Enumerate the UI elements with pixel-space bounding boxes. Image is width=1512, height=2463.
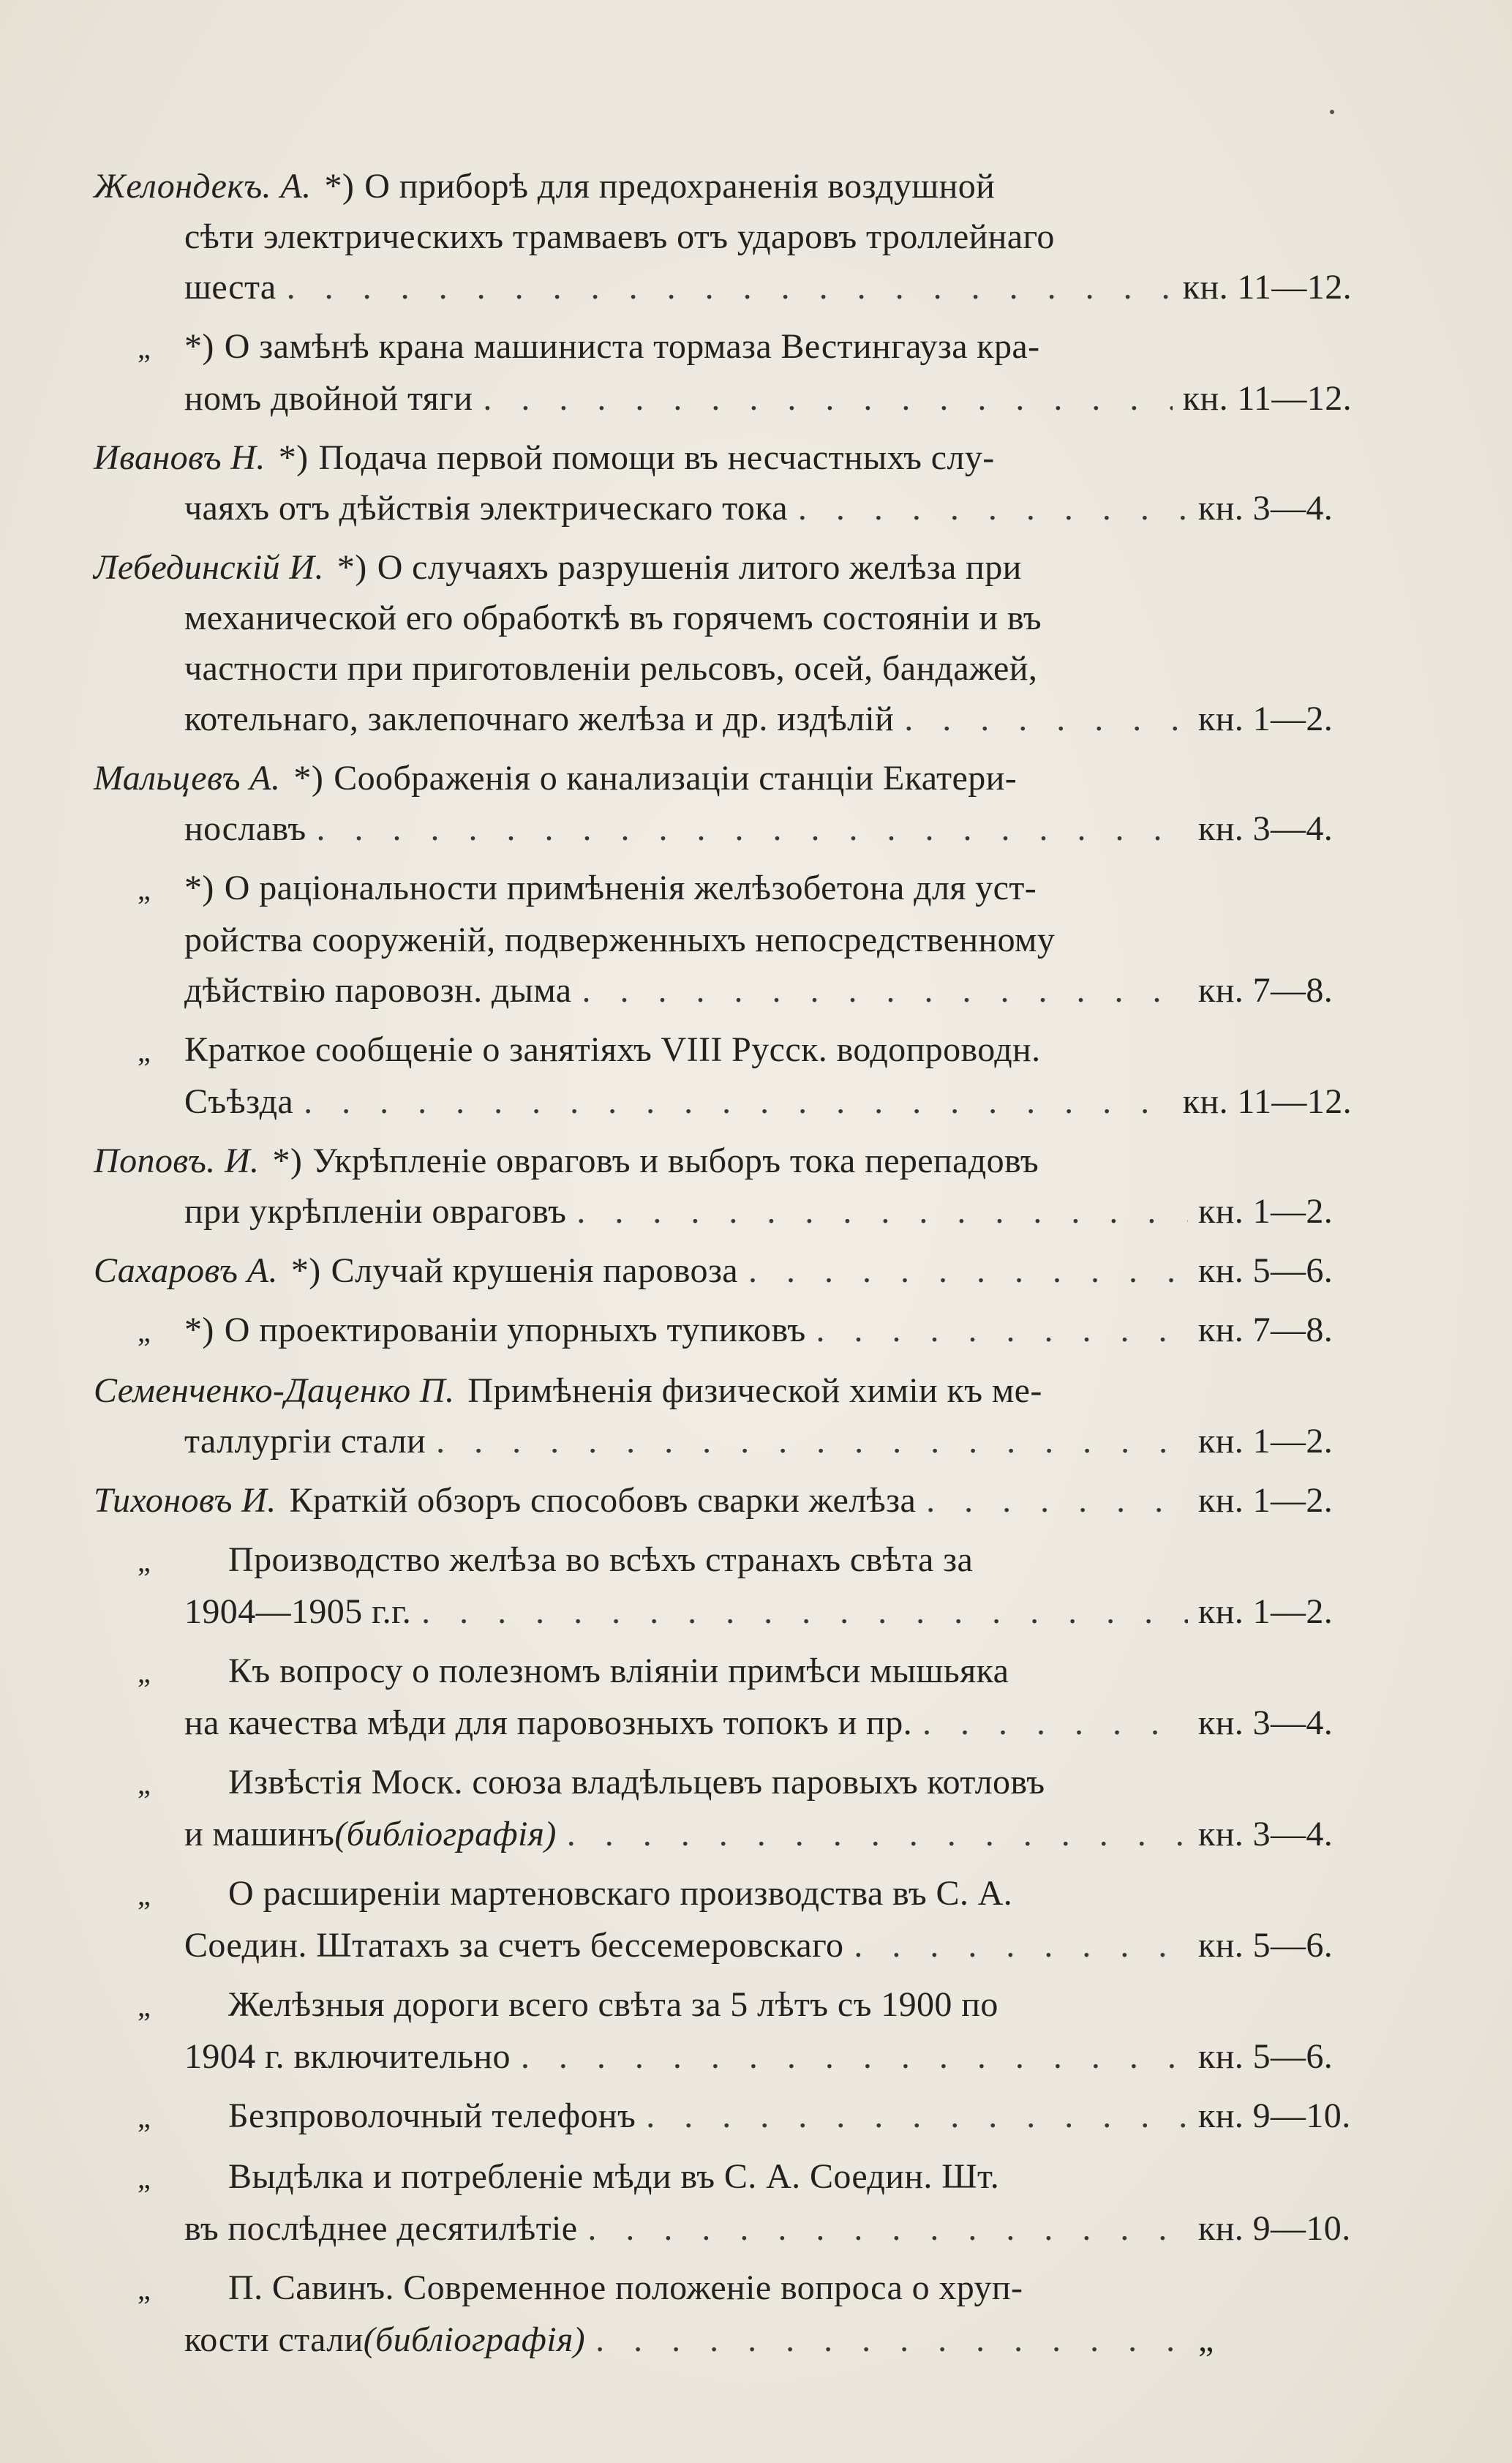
entry-line bbox=[94, 321, 1352, 373]
entry-line bbox=[94, 1979, 1352, 2031]
dot-leader bbox=[816, 1305, 1188, 1355]
dot-leader bbox=[854, 1920, 1188, 1971]
entry-text: на качества мѣди для паровозныхъ топокъ и пр. bbox=[184, 1703, 912, 1742]
entry-text: Выдѣлка и потребленіе мѣди въ С. А. Соедин. Шт. bbox=[228, 2157, 1000, 2196]
footnote-mark: *) bbox=[293, 759, 324, 798]
entry-line bbox=[94, 803, 1352, 854]
entry-line bbox=[94, 1365, 1352, 1416]
entry-text: 1904—1905 г.г. bbox=[184, 1592, 412, 1631]
issue-reference: кн. 9—10. bbox=[1198, 2096, 1351, 2135]
entry-line bbox=[94, 1076, 1352, 1127]
footnote-mark: *) bbox=[324, 167, 355, 206]
index-entry bbox=[94, 1365, 1352, 1466]
ditto-mark: „ bbox=[138, 1545, 151, 1578]
ditto-mark: „ bbox=[138, 1315, 151, 1348]
entry-line bbox=[94, 1136, 1352, 1186]
index-entry bbox=[94, 1979, 1352, 2082]
entry-text: механической его обработкѣ въ горячемъ состояніи и въ bbox=[184, 599, 1042, 637]
dot-leader bbox=[304, 1076, 1173, 1127]
dot-leader bbox=[926, 1475, 1188, 1526]
author-name: Лебединскій И. bbox=[94, 548, 324, 587]
dot-leader bbox=[483, 373, 1172, 424]
entry-line bbox=[94, 2031, 1352, 2082]
index-list bbox=[94, 161, 1352, 2374]
entry-text: П. Савинъ. Современное положеніе вопроса о хруп- bbox=[228, 2268, 1023, 2307]
footnote-mark: *) bbox=[336, 548, 367, 587]
entry-text: Съѣзда bbox=[184, 1082, 294, 1121]
dot-leader bbox=[922, 1698, 1188, 1748]
entry-line bbox=[94, 1646, 1352, 1698]
entry-line bbox=[94, 915, 1352, 965]
dot-leader bbox=[287, 262, 1173, 312]
dot-leader bbox=[436, 1416, 1188, 1466]
entry-text: Краткое сообщеніе о занятіяхъ VIII Русск. водопроводн. bbox=[184, 1030, 1041, 1069]
entry-line bbox=[94, 2203, 1352, 2254]
author-name: Тихоновъ И. bbox=[94, 1481, 277, 1520]
index-entry bbox=[94, 1245, 1352, 1296]
author-name: Сахаровъ А. bbox=[94, 1251, 278, 1290]
issue-reference: кн. 11—12. bbox=[1182, 268, 1352, 307]
ditto-mark: „ bbox=[138, 2101, 151, 2134]
index-entry bbox=[94, 1646, 1352, 1748]
ditto-mark: „ bbox=[138, 1656, 151, 1689]
issue-reference: кн. 3—4. bbox=[1198, 809, 1334, 848]
entry-line bbox=[94, 593, 1352, 643]
bibliography-note: (библіографія) bbox=[334, 1815, 557, 1853]
index-entry bbox=[94, 2263, 1352, 2365]
dot-leader bbox=[748, 1245, 1188, 1296]
entry-text: номъ двойной тяги bbox=[184, 379, 473, 418]
issue-reference: кн. 1—2. bbox=[1198, 700, 1334, 738]
dot-leader bbox=[582, 965, 1188, 1016]
author-name: Мальцевъ А. bbox=[94, 759, 281, 798]
entry-text: ройства сооруженій, подверженныхъ непосредственному bbox=[184, 921, 1056, 959]
entry-line bbox=[94, 1245, 1352, 1296]
entry-text: котельнаго, заклепочнаго желѣза и др. издѣлій bbox=[184, 700, 895, 738]
entry-line bbox=[94, 211, 1352, 262]
entry-text: О приборѣ для предохраненія воздушной bbox=[364, 167, 996, 206]
entry-text: и машинъ bbox=[184, 1815, 335, 1853]
author-name: Ивановъ Н. bbox=[94, 438, 266, 477]
dot-leader bbox=[567, 1809, 1188, 1859]
entry-text: Примѣненія физической химіи къ ме- bbox=[467, 1371, 1042, 1410]
index-entry bbox=[94, 863, 1352, 1016]
index-entry bbox=[94, 321, 1352, 424]
index-entry bbox=[94, 432, 1352, 533]
dot-leader bbox=[646, 2091, 1188, 2141]
issue-reference: кн. 11—12. bbox=[1182, 1082, 1352, 1121]
index-entry bbox=[94, 1024, 1352, 1127]
dot-leader bbox=[421, 1586, 1188, 1637]
entry-text: О расширеніи мартеновскаго производства въ С. А. bbox=[228, 1874, 1013, 1913]
author-name: Поповъ. И. bbox=[94, 1141, 260, 1180]
entry-line bbox=[94, 1416, 1352, 1466]
ditto-mark: „ bbox=[138, 2162, 151, 2194]
entry-line bbox=[94, 1475, 1352, 1526]
entry-text: Соедин. Штатахъ за счетъ бессемеровскаго bbox=[184, 1926, 844, 1965]
entry-line bbox=[94, 542, 1352, 593]
entry-text: дѣйствію паровозн. дыма bbox=[184, 971, 572, 1010]
entry-line bbox=[94, 1920, 1352, 1971]
entry-text: О случаяхъ разрушенія литого желѣза при bbox=[377, 548, 1022, 587]
entry-line bbox=[94, 2151, 1352, 2203]
ink-speck bbox=[1330, 110, 1334, 114]
entry-line bbox=[94, 2314, 1352, 2365]
ditto-mark: „ bbox=[138, 1878, 151, 1911]
index-entry bbox=[94, 1475, 1352, 1526]
entry-line bbox=[94, 1757, 1352, 1809]
entry-text: шеста bbox=[184, 268, 277, 307]
entry-text: О раціональности примѣненія желѣзобетона для уст- bbox=[224, 869, 1037, 907]
author-name: Семенченко-Даценко П. bbox=[94, 1371, 455, 1410]
ditto-mark: „ bbox=[138, 2273, 151, 2306]
entry-text: Случай крушенія паровоза bbox=[331, 1251, 739, 1290]
entry-line bbox=[94, 1534, 1352, 1586]
index-entry bbox=[94, 1757, 1352, 1859]
entry-line bbox=[94, 262, 1352, 312]
entry-line bbox=[94, 1305, 1352, 1357]
dot-leader bbox=[576, 1186, 1188, 1237]
footnote-mark: *) bbox=[184, 327, 214, 366]
issue-reference: кн. 1—2. bbox=[1198, 1592, 1334, 1631]
entry-text: О проектированіи упорныхъ тупиковъ bbox=[224, 1311, 806, 1349]
entry-text: Безпроволочный телефонъ bbox=[228, 2096, 636, 2135]
issue-reference: кн. 1—2. bbox=[1198, 1192, 1334, 1231]
entry-line bbox=[94, 753, 1352, 803]
dot-leader bbox=[595, 2314, 1188, 2365]
entry-text: нославъ bbox=[184, 809, 306, 848]
entry-line bbox=[94, 373, 1352, 424]
dot-leader bbox=[317, 803, 1188, 854]
issue-reference: кн. 7—8. bbox=[1198, 971, 1334, 1010]
entry-text: Краткій обзоръ способовъ сварки желѣза bbox=[289, 1481, 917, 1520]
entry-text: Извѣстія Моск. союза владѣльцевъ паровыхъ котловъ bbox=[228, 1763, 1045, 1802]
entry-text: при укрѣпленіи овраговъ bbox=[184, 1192, 567, 1231]
ditto-mark: „ bbox=[138, 1990, 151, 2022]
ditto-mark: „ bbox=[138, 1767, 151, 1800]
issue-reference: кн. 3—4. bbox=[1198, 1815, 1334, 1853]
entry-text: частности при приготовленіи рельсовъ, осей, бандажей, bbox=[184, 649, 1038, 688]
entry-text: О замѣнѣ крана машиниста тормаза Вестингауза кра- bbox=[224, 327, 1040, 366]
entry-text: Укрѣпленіе овраговъ и выборъ тока перепадовъ bbox=[312, 1141, 1039, 1180]
index-entry bbox=[94, 2151, 1352, 2254]
issue-reference: кн. 11—12. bbox=[1182, 379, 1352, 418]
issue-reference: кн. 5—6. bbox=[1198, 1926, 1334, 1965]
ditto-mark: „ bbox=[138, 331, 151, 364]
dot-leader bbox=[521, 2031, 1188, 2082]
entry-text: Къ вопросу о полезномъ вліяніи примѣси мышьяка bbox=[228, 1652, 1009, 1690]
bibliography-note: (библіографія) bbox=[363, 2320, 586, 2359]
issue-reference: кн. 1—2. bbox=[1198, 1422, 1334, 1461]
entry-text: чаяхъ отъ дѣйствія электрическаго тока bbox=[184, 489, 788, 528]
entry-text: въ послѣднее десятилѣтіе bbox=[184, 2209, 578, 2248]
entry-line bbox=[94, 1186, 1352, 1237]
entry-line bbox=[94, 694, 1352, 744]
entry-text: Желѣзныя дороги всего свѣта за 5 лѣтъ съ 1900 по bbox=[228, 1985, 998, 2024]
index-entry bbox=[94, 1868, 1352, 1971]
issue-reference: кн. 3—4. bbox=[1198, 1703, 1334, 1742]
entry-line bbox=[94, 643, 1352, 694]
index-entry bbox=[94, 753, 1352, 854]
entry-line bbox=[94, 863, 1352, 915]
index-entry bbox=[94, 1305, 1352, 1357]
dot-leader bbox=[587, 2203, 1188, 2254]
footnote-mark: *) bbox=[290, 1251, 321, 1290]
index-entry bbox=[94, 1534, 1352, 1637]
entry-line bbox=[94, 432, 1352, 483]
entry-line bbox=[94, 2263, 1352, 2314]
footnote-mark: *) bbox=[272, 1141, 303, 1180]
entry-line bbox=[94, 483, 1352, 533]
entry-line bbox=[94, 1024, 1352, 1076]
index-entry bbox=[94, 1136, 1352, 1237]
issue-reference: кн. 3—4. bbox=[1198, 489, 1334, 528]
entry-line bbox=[94, 1698, 1352, 1748]
issue-reference: „ bbox=[1198, 2320, 1214, 2359]
ditto-mark: „ bbox=[138, 873, 151, 906]
issue-reference: кн. 5—6. bbox=[1198, 1251, 1334, 1290]
entry-line bbox=[94, 161, 1352, 211]
index-entry bbox=[94, 542, 1352, 744]
entry-line bbox=[94, 1868, 1352, 1920]
ditto-mark: „ bbox=[138, 1035, 151, 1068]
entry-line bbox=[94, 1809, 1352, 1859]
entry-text: Производство желѣза во всѣхъ странахъ свѣта за bbox=[228, 1540, 974, 1579]
index-entry bbox=[94, 2091, 1352, 2143]
entry-text: кости стали bbox=[184, 2320, 364, 2359]
entry-text: таллургіи стали bbox=[184, 1422, 426, 1461]
dot-leader bbox=[904, 694, 1188, 744]
entry-line bbox=[94, 1586, 1352, 1637]
entry-text: Подача первой помощи въ несчастныхъ слу- bbox=[318, 438, 995, 477]
entry-line bbox=[94, 965, 1352, 1016]
author-name: Желондекъ. А. bbox=[94, 167, 312, 206]
issue-reference: кн. 7—8. bbox=[1198, 1311, 1334, 1349]
issue-reference: кн. 1—2. bbox=[1198, 1481, 1334, 1520]
entry-text: Соображенія о канализаціи станціи Екатери- bbox=[334, 759, 1018, 798]
footnote-mark: *) bbox=[278, 438, 309, 477]
footnote-mark: *) bbox=[184, 869, 214, 907]
footnote-mark: *) bbox=[184, 1311, 214, 1349]
index-entry bbox=[94, 161, 1352, 312]
entry-line bbox=[94, 2091, 1352, 2143]
issue-reference: кн. 5—6. bbox=[1198, 2037, 1334, 2076]
dot-leader bbox=[798, 483, 1188, 533]
entry-text: сѣти электрическихъ трамваевъ отъ ударовъ троллейнаго bbox=[184, 217, 1055, 256]
issue-reference: кн. 9—10. bbox=[1198, 2209, 1351, 2248]
entry-text: 1904 г. включительно bbox=[184, 2037, 511, 2076]
